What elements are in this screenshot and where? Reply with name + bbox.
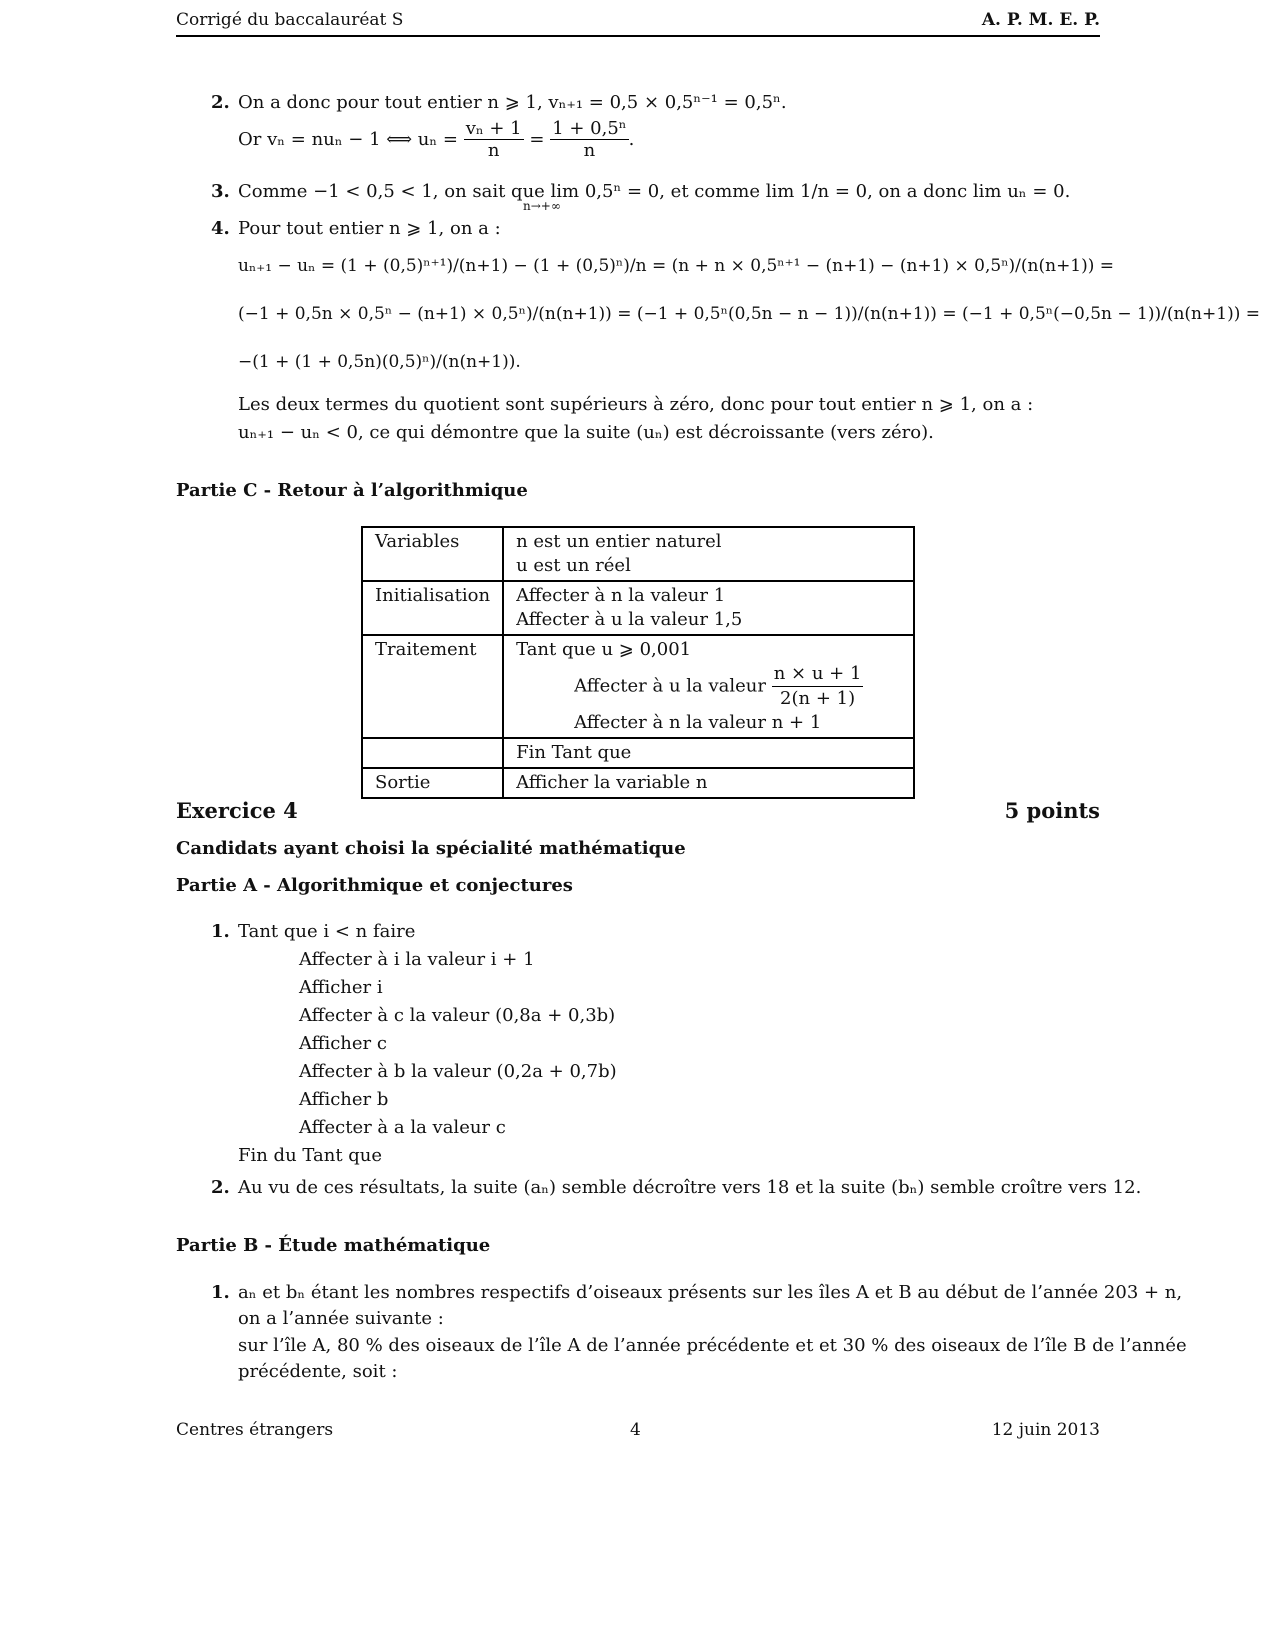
trait-line-2 — [516, 662, 901, 711]
algorithm-table — [361, 526, 915, 799]
empty-label — [362, 738, 503, 768]
algo-line: Affecter à i la valeur i + 1 — [299, 949, 535, 970]
table-row — [362, 768, 914, 798]
q2-frac1-den: n — [487, 140, 500, 161]
q2-line1: On a donc pour tout entier n ⩾ 1, vₙ₊₁ = 0,5 × 0,5ⁿ⁻¹ = 0,5ⁿ. — [238, 92, 787, 113]
init-cell — [503, 581, 914, 635]
a1-number: 1. — [211, 921, 230, 942]
a2-text: Au vu de ces résultats, la suite (aₙ) semble décroître vers 18 et la suite (bₙ) semble croître vers 12. — [238, 1177, 1142, 1198]
q4-number: 4. — [211, 218, 230, 239]
variables-line-1: n est un entier naturel — [516, 531, 722, 552]
q4-intro: Pour tout entier n ⩾ 1, on a : — [238, 218, 501, 239]
algo-line: Affecter à a la valeur c — [299, 1117, 506, 1138]
header-left: Corrigé du baccalauréat S — [176, 10, 404, 30]
q4-conclusion-2: uₙ₊₁ − uₙ < 0, ce qui démontre que la suite (uₙ) est décroissante (vers zéro). — [238, 422, 934, 443]
table-row — [362, 581, 914, 635]
trait-cell — [503, 635, 914, 738]
q4-conclusion-1: Les deux termes du quotient sont supérieurs à zéro, donc pour tout entier n ⩾ 1, on a : — [238, 394, 1034, 415]
exercise-points: 5 points — [1004, 798, 1100, 823]
algo-line: Affecter à b la valeur (0,2a + 0,7b) — [299, 1061, 617, 1082]
trait-line-3: Affecter à n la valeur n + 1 — [574, 712, 822, 733]
init-line-1: Affecter à n la valeur 1 — [516, 585, 726, 606]
fin-cell: Fin Tant que — [503, 738, 914, 768]
algo-line: Tant que i < n faire — [238, 921, 416, 942]
variables-line-2: u est un réel — [516, 555, 631, 576]
q4-equation-2: (−1 + 0,5n × 0,5ⁿ − (n+1) × 0,5ⁿ)/(n(n+1)) = (−1 + 0,5ⁿ(0,5n − n − 1))/(n(n+1)) = (−1 + 0,5ⁿ(−0,5n − 1))/(n(n+1)) = — [238, 304, 1260, 324]
q2-fraction-2 — [550, 118, 628, 161]
exercise-title: Exercice 4 — [176, 798, 298, 823]
a2-number: 2. — [211, 1177, 230, 1198]
algo-line: Fin du Tant que — [238, 1145, 383, 1166]
trait-label: Traitement — [362, 635, 503, 738]
q2-frac2-num: 1 + 0,5ⁿ — [552, 118, 627, 139]
q2-line2: Or vₙ = nuₙ − 1 ⟺ uₙ = $\frac{\text{vₙ + 1}}{n}$ = $\frac{\text{1 + 0,5ⁿ}}{n}$ . — [238, 118, 635, 161]
algo-line: Affecter à c la valeur (0,8a + 0,3b) — [299, 1005, 616, 1026]
trait-line-2-text: Affecter à u la valeur — [574, 675, 766, 697]
q2-equivalence: Or vₙ = nuₙ − 1 ⟺ uₙ = — [238, 129, 458, 150]
variables-cell — [503, 527, 914, 581]
algo-line: Afficher i — [299, 977, 383, 998]
exercise-subtitle: Candidats ayant choisi la spécialité mathématique — [176, 838, 686, 859]
q2-frac2-den: n — [583, 140, 596, 161]
variables-label: Variables — [362, 527, 503, 581]
b1-line-4: précédente, soit : — [238, 1361, 398, 1382]
partie-c-title: Partie C - Retour à l’algorithmique — [176, 480, 528, 501]
page-number: 4 — [630, 1420, 641, 1440]
sortie-cell: Afficher la variable n — [503, 768, 914, 798]
algo-line: Afficher b — [299, 1089, 389, 1110]
trait-frac-den: 2(n + 1) — [780, 688, 856, 709]
q4-equation-3: −(1 + (1 + 0,5n)(0,5)ⁿ)/(n(n+1)). — [238, 352, 521, 372]
q2-number: 2. — [211, 92, 230, 113]
b1-line-1: aₙ et bₙ étant les nombres respectifs d’oiseaux présents sur les îles A et B au début de l’année 203 + n, — [238, 1282, 1183, 1303]
b1-line-3: sur l’île A, 80 % des oiseaux de l’île A de l’année précédente et et 30 % des oiseaux de l’île B de l’année — [238, 1335, 1187, 1356]
footer-left: Centres étrangers — [176, 1420, 334, 1440]
partie-a-title: Partie A - Algorithmique et conjectures — [176, 875, 573, 896]
q2-frac1-num: vₙ + 1 — [465, 118, 522, 139]
q3-limit-sub-1: n→+∞ — [523, 199, 561, 213]
init-line-2: Affecter à u la valeur 1,5 — [516, 609, 743, 630]
table-row — [362, 527, 914, 581]
trait-fraction — [772, 662, 864, 711]
trait-frac-num: n × u + 1 — [772, 662, 864, 687]
partie-b-title: Partie B - Étude mathématique — [176, 1235, 491, 1256]
header-rule — [176, 35, 1100, 37]
footer-right: 12 juin 2013 — [991, 1420, 1100, 1440]
table-row — [362, 635, 914, 738]
b1-line-2: on a l’année suivante : — [238, 1308, 444, 1329]
algo-line: Afficher c — [299, 1033, 387, 1054]
q4-equation-1: uₙ₊₁ − uₙ = (1 + (0,5)ⁿ⁺¹)/(n+1) − (1 + (0,5)ⁿ)/n = (n + n × 0,5ⁿ⁺¹ − (n+1) − (n+1) × 0,5ⁿ)/(n(n+1)) = — [238, 256, 1115, 276]
q3-text: Comme −1 < 0,5 < 1, on sait que lim 0,5ⁿ = 0, et comme lim 1/n = 0, on a donc lim uₙ = 0. — [238, 181, 1071, 202]
trait-line-1: Tant que u ⩾ 0,001 — [516, 639, 692, 660]
header-right: A. P. M. E. P. — [981, 10, 1100, 30]
b1-number: 1. — [211, 1282, 230, 1303]
q2-fraction-1 — [464, 118, 524, 161]
table-row — [362, 738, 914, 768]
init-label: Initialisation — [362, 581, 503, 635]
q3-number: 3. — [211, 181, 230, 202]
sortie-label: Sortie — [362, 768, 503, 798]
